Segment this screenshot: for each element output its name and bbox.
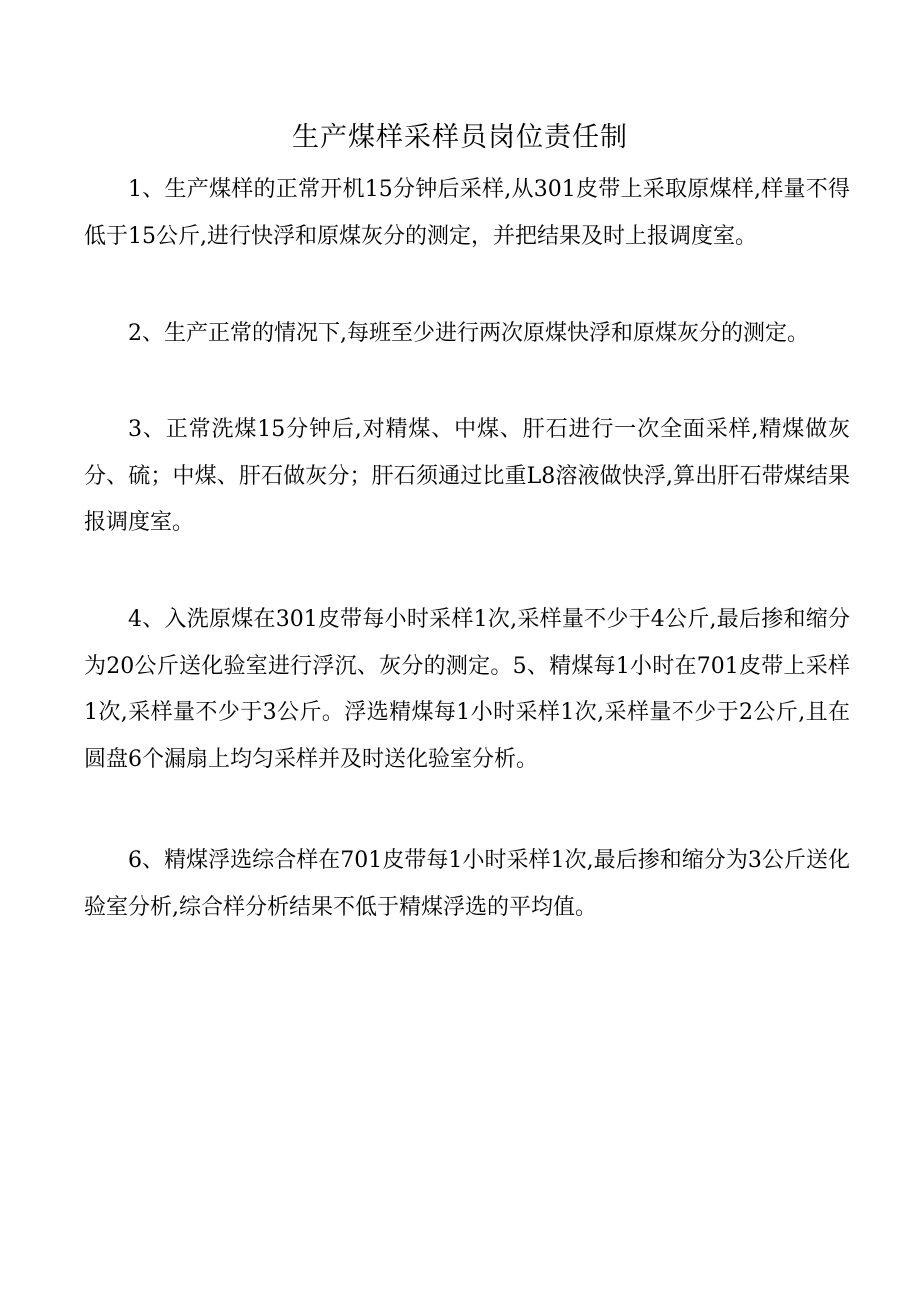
document-title: 生产煤样采样员岗位责任制 — [292, 122, 628, 153]
paragraph-5: 6、精煤浮选综合样在701皮带每1小时采样1次,最后掺和缩分为3公斤送化验室分析,综合样分析结果不低于精煤浮选的平均值。 — [84, 848, 850, 920]
paragraph-1: 1、生产煤样的正常开机15分钟后采样,从301皮带上采取原煤样,样量不得低于15公斤,进行快浮和原煤灰分的测定，并把结果及时上报调度室。 — [84, 177, 850, 249]
paragraph-4: 4、入洗原煤在301皮带每小时采样1次,采样量不少于4公斤,最后掺和缩分为20公斤送化验室进行浮沉、灰分的测定。5、精煤每1小时在701皮带上采样1次,采样量不少于3公斤。浮选精煤每1小时采样1次,采样量不少于2公斤,且在圆盘6个漏扇上均匀采样并及时送化验室分析。 — [84, 607, 850, 772]
paragraph-3: 3、正常洗煤15分钟后,对精煤、中煤、肝石进行一次全面采样,精煤做灰分、硫；中煤、肝石做灰分；肝石须通过比重L8溶液做快浮,算出肝石带煤结果报调度室。 — [84, 417, 850, 535]
paragraph-2: 2、生产正常的情况下,每班至少进行两次原煤快浮和原煤灰分的测定。 — [128, 321, 809, 346]
